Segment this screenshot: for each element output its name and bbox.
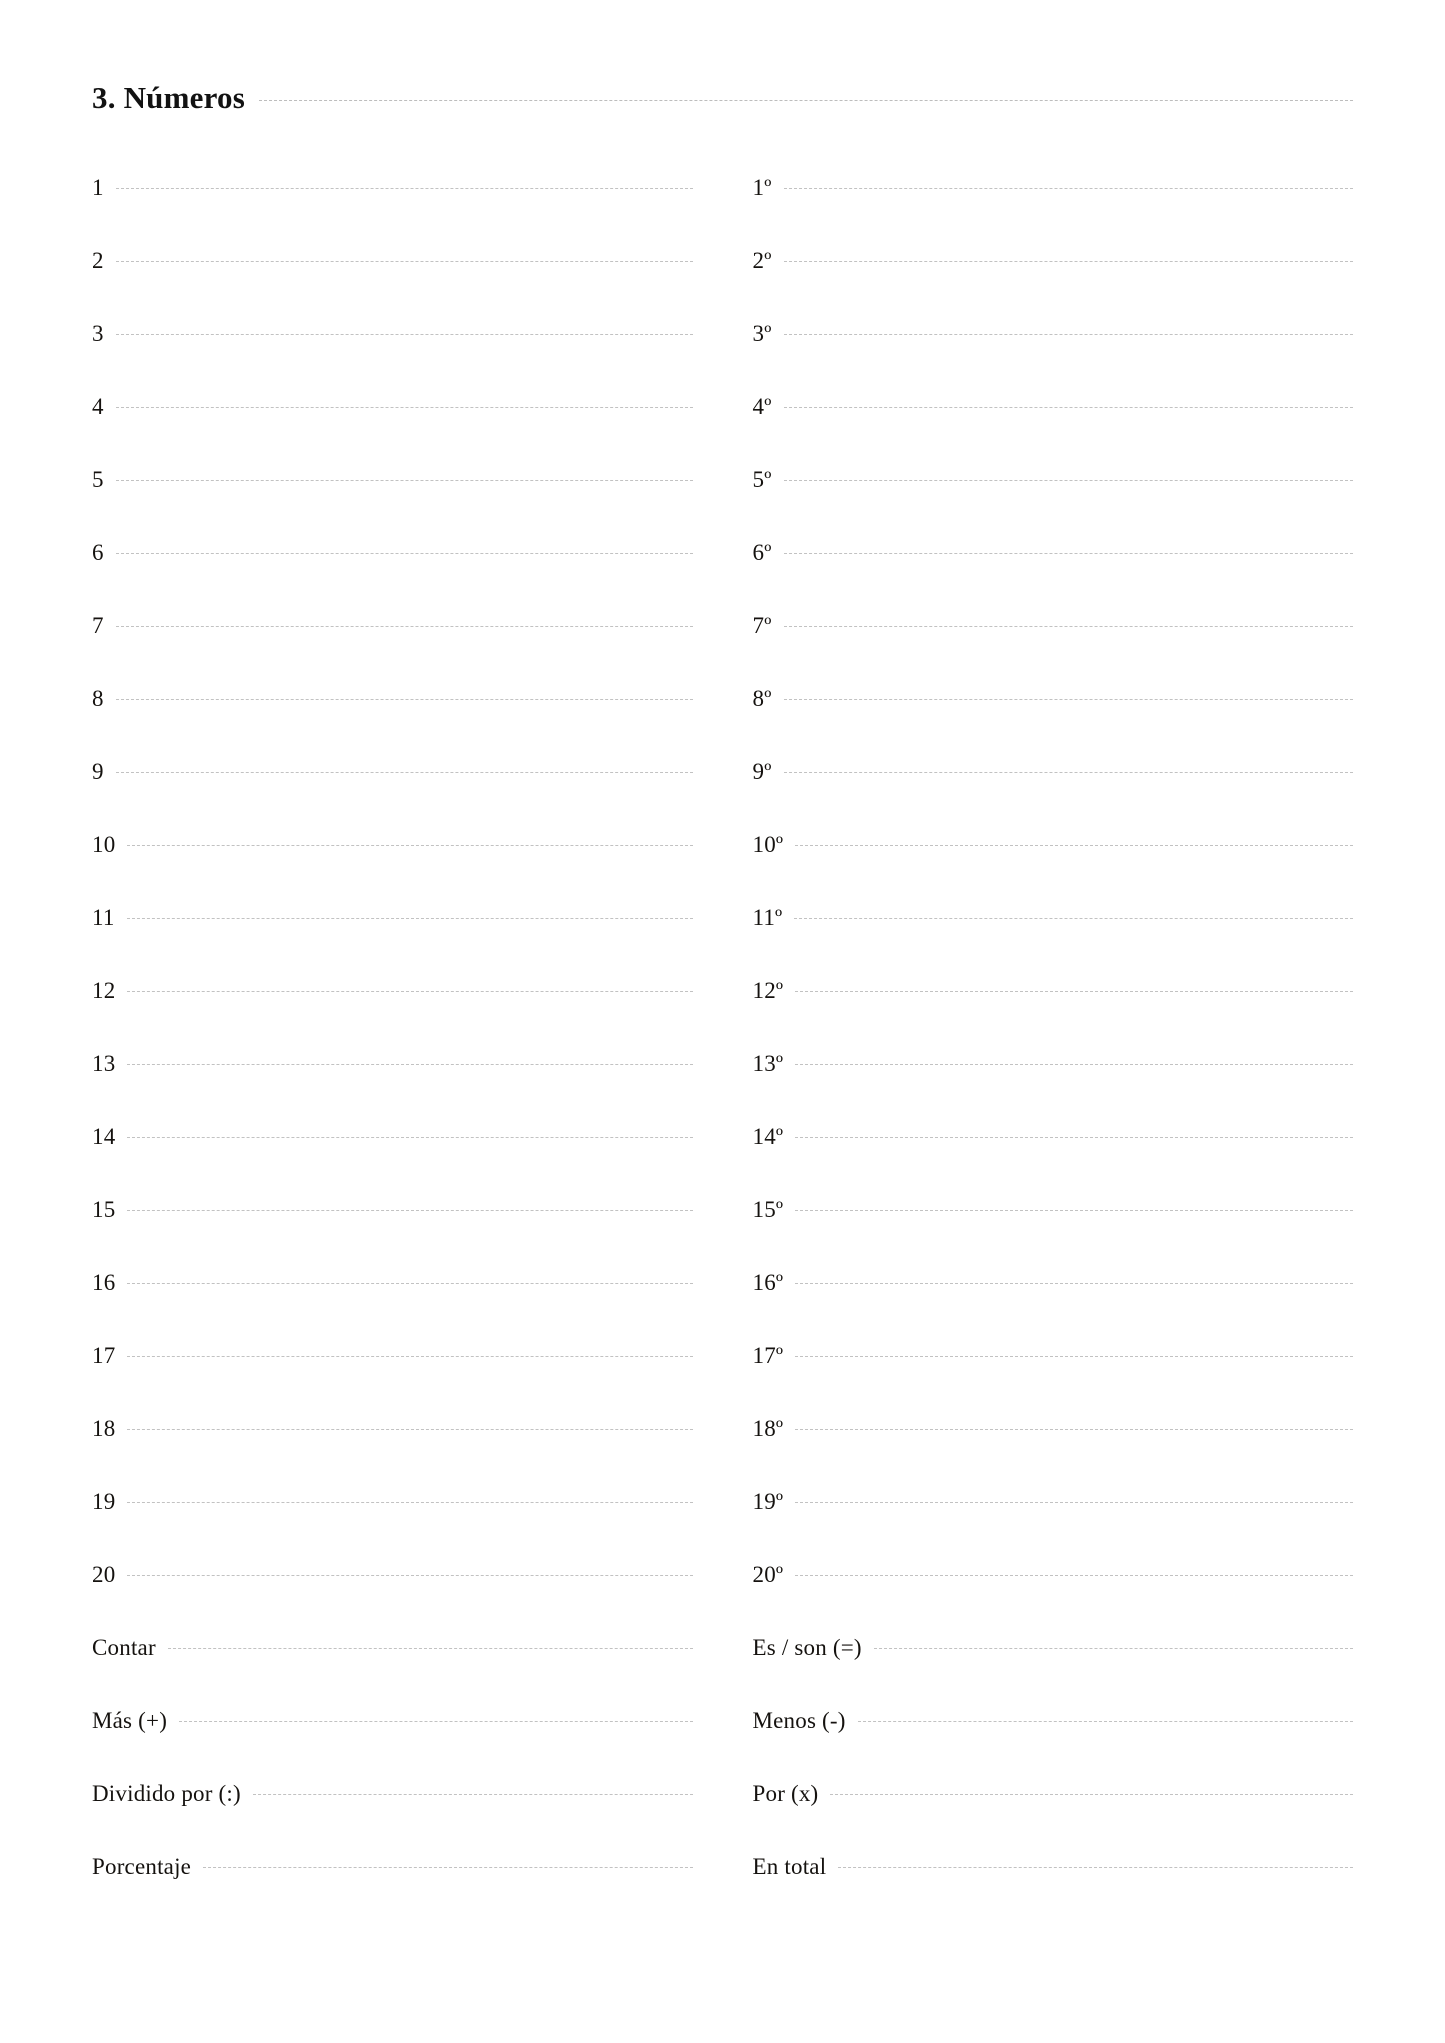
entry-label: 16 bbox=[92, 1270, 116, 1295]
entry-label: 9 bbox=[92, 759, 104, 784]
entry-label: 17º bbox=[752, 1343, 784, 1368]
list-item bbox=[753, 1563, 1354, 1636]
write-in-line[interactable] bbox=[784, 260, 1353, 262]
entry-label: 19 bbox=[92, 1489, 116, 1514]
list-item bbox=[753, 1125, 1354, 1198]
list-item bbox=[92, 1563, 693, 1636]
entry-label: 12º bbox=[752, 978, 784, 1003]
list-item bbox=[753, 395, 1354, 468]
entry-label: 12 bbox=[92, 978, 116, 1003]
write-in-line[interactable] bbox=[874, 1647, 1353, 1649]
write-in-line[interactable] bbox=[203, 1866, 692, 1868]
entry-label: 1 bbox=[92, 175, 104, 200]
write-in-line[interactable] bbox=[838, 1866, 1353, 1868]
entry-label: Menos (-) bbox=[752, 1708, 846, 1733]
write-in-line[interactable] bbox=[795, 1574, 1353, 1576]
list-item bbox=[92, 687, 693, 760]
write-in-line[interactable] bbox=[795, 1428, 1353, 1430]
entry-label: 5º bbox=[752, 467, 772, 492]
entry-label: 10º bbox=[752, 832, 784, 857]
list-item bbox=[753, 1709, 1354, 1782]
list-item bbox=[753, 1344, 1354, 1417]
entry-label: 2º bbox=[752, 248, 772, 273]
page-title: 3. Números bbox=[92, 80, 245, 115]
list-item bbox=[753, 468, 1354, 541]
list-item bbox=[92, 249, 693, 322]
write-in-line[interactable] bbox=[795, 844, 1353, 846]
list-item bbox=[753, 906, 1354, 979]
write-in-line[interactable] bbox=[116, 552, 693, 554]
entry-label: 2 bbox=[92, 248, 104, 273]
entry-label: 18 bbox=[92, 1416, 116, 1441]
write-in-line[interactable] bbox=[784, 479, 1353, 481]
list-item bbox=[753, 1417, 1354, 1490]
list-item bbox=[753, 614, 1354, 687]
entry-label: 6º bbox=[752, 540, 772, 565]
write-in-line[interactable] bbox=[784, 406, 1353, 408]
list-item bbox=[753, 249, 1354, 322]
write-in-line[interactable] bbox=[168, 1647, 693, 1649]
list-item bbox=[92, 468, 693, 541]
entry-label: 5 bbox=[92, 467, 104, 492]
list-item bbox=[92, 1782, 693, 1855]
write-in-line[interactable] bbox=[784, 771, 1353, 773]
entry-label: 8º bbox=[752, 686, 772, 711]
entry-label: 4 bbox=[92, 394, 104, 419]
write-in-line[interactable] bbox=[795, 1063, 1353, 1065]
write-in-line[interactable] bbox=[795, 1136, 1353, 1138]
list-item bbox=[92, 1125, 693, 1198]
write-in-line[interactable] bbox=[127, 1501, 692, 1503]
list-item bbox=[753, 176, 1354, 249]
entry-label: 15 bbox=[92, 1197, 116, 1222]
entry-label: 3º bbox=[752, 321, 772, 346]
write-in-line[interactable] bbox=[127, 1428, 692, 1430]
entry-label: 13º bbox=[752, 1051, 784, 1076]
write-in-line[interactable] bbox=[116, 771, 693, 773]
list-item bbox=[92, 760, 693, 833]
list-item bbox=[92, 176, 693, 249]
write-in-line[interactable] bbox=[116, 187, 693, 189]
column-ordinal-numbers bbox=[753, 176, 1354, 1928]
list-item bbox=[92, 1490, 693, 1563]
write-in-line[interactable] bbox=[127, 844, 692, 846]
column-cardinal-numbers bbox=[92, 176, 693, 1928]
list-item bbox=[753, 687, 1354, 760]
entry-label: 11 bbox=[92, 905, 115, 930]
write-in-line[interactable] bbox=[253, 1793, 693, 1795]
list-item bbox=[753, 1052, 1354, 1125]
list-item bbox=[92, 1709, 693, 1782]
entry-label: Porcentaje bbox=[92, 1854, 192, 1879]
write-in-line[interactable] bbox=[127, 1574, 692, 1576]
write-in-line[interactable] bbox=[127, 1063, 692, 1065]
entry-label: 10 bbox=[92, 832, 116, 857]
write-in-line[interactable] bbox=[127, 1209, 692, 1211]
list-item bbox=[92, 1052, 693, 1125]
list-item bbox=[753, 1782, 1354, 1855]
list-item bbox=[92, 979, 693, 1052]
entry-label: 11º bbox=[752, 905, 783, 930]
list-item bbox=[753, 541, 1354, 614]
write-in-line[interactable] bbox=[116, 260, 693, 262]
title-dotted-rule bbox=[259, 99, 1353, 101]
entry-label: 9º bbox=[752, 759, 772, 784]
entry-label: 20º bbox=[752, 1562, 784, 1587]
write-in-line[interactable] bbox=[795, 1355, 1353, 1357]
list-item bbox=[92, 1636, 693, 1709]
write-in-line[interactable] bbox=[795, 1282, 1353, 1284]
entry-label: 7 bbox=[92, 613, 104, 638]
entry-label: En total bbox=[752, 1854, 827, 1879]
list-item bbox=[92, 322, 693, 395]
write-in-line[interactable] bbox=[784, 187, 1353, 189]
list-item bbox=[753, 1855, 1354, 1928]
entry-label: 13 bbox=[92, 1051, 116, 1076]
write-in-line[interactable] bbox=[784, 698, 1353, 700]
entry-label: 16º bbox=[752, 1270, 784, 1295]
entry-label: Dividido por (:) bbox=[92, 1781, 241, 1806]
list-item bbox=[92, 1344, 693, 1417]
list-item bbox=[92, 1271, 693, 1344]
list-item bbox=[753, 322, 1354, 395]
entry-label: 14º bbox=[752, 1124, 784, 1149]
list-item bbox=[753, 1636, 1354, 1709]
entry-label: 4º bbox=[752, 394, 772, 419]
entry-label: 18º bbox=[752, 1416, 784, 1441]
list-item bbox=[92, 906, 693, 979]
entry-label: 14 bbox=[92, 1124, 116, 1149]
list-item bbox=[92, 1855, 693, 1928]
entry-label: 17 bbox=[92, 1343, 116, 1368]
entry-label: 3 bbox=[92, 321, 104, 346]
write-in-line[interactable] bbox=[127, 1355, 692, 1357]
list-item bbox=[753, 760, 1354, 833]
write-in-line[interactable] bbox=[784, 552, 1353, 554]
write-in-line[interactable] bbox=[784, 333, 1353, 335]
write-in-line[interactable] bbox=[179, 1720, 692, 1722]
write-in-line[interactable] bbox=[795, 1209, 1353, 1211]
list-item bbox=[92, 541, 693, 614]
entry-label: Contar bbox=[92, 1635, 156, 1660]
entry-label: Por (x) bbox=[752, 1781, 819, 1806]
list-item bbox=[753, 1490, 1354, 1563]
list-item bbox=[753, 979, 1354, 1052]
write-in-line[interactable] bbox=[784, 625, 1353, 627]
write-in-line[interactable] bbox=[116, 479, 693, 481]
list-item bbox=[753, 833, 1354, 906]
list-item bbox=[92, 1198, 693, 1271]
vocabulary-columns bbox=[92, 176, 1353, 1928]
write-in-line[interactable] bbox=[116, 698, 693, 700]
list-item bbox=[92, 614, 693, 687]
write-in-line[interactable] bbox=[127, 1136, 692, 1138]
list-item bbox=[92, 395, 693, 468]
write-in-line[interactable] bbox=[127, 990, 692, 992]
write-in-line[interactable] bbox=[830, 1793, 1353, 1795]
write-in-line[interactable] bbox=[795, 1501, 1353, 1503]
entry-label: 8 bbox=[92, 686, 104, 711]
entry-label: 20 bbox=[92, 1562, 116, 1587]
write-in-line[interactable] bbox=[794, 917, 1353, 919]
entry-label: 15º bbox=[752, 1197, 784, 1222]
page-title-row bbox=[92, 80, 1353, 116]
write-in-line[interactable] bbox=[127, 917, 693, 919]
list-item bbox=[92, 833, 693, 906]
entry-label: Es / son (=) bbox=[752, 1635, 862, 1660]
entry-label: 7º bbox=[752, 613, 772, 638]
entry-label: 1º bbox=[752, 175, 772, 200]
list-item bbox=[753, 1271, 1354, 1344]
write-in-line[interactable] bbox=[116, 406, 693, 408]
write-in-line[interactable] bbox=[795, 990, 1353, 992]
entry-label: Más (+) bbox=[92, 1708, 168, 1733]
entry-label: 6 bbox=[92, 540, 104, 565]
list-item bbox=[753, 1198, 1354, 1271]
write-in-line[interactable] bbox=[858, 1720, 1353, 1722]
write-in-line[interactable] bbox=[116, 333, 693, 335]
write-in-line[interactable] bbox=[116, 625, 693, 627]
list-item bbox=[92, 1417, 693, 1490]
write-in-line[interactable] bbox=[127, 1282, 692, 1284]
entry-label: 19º bbox=[752, 1489, 784, 1514]
